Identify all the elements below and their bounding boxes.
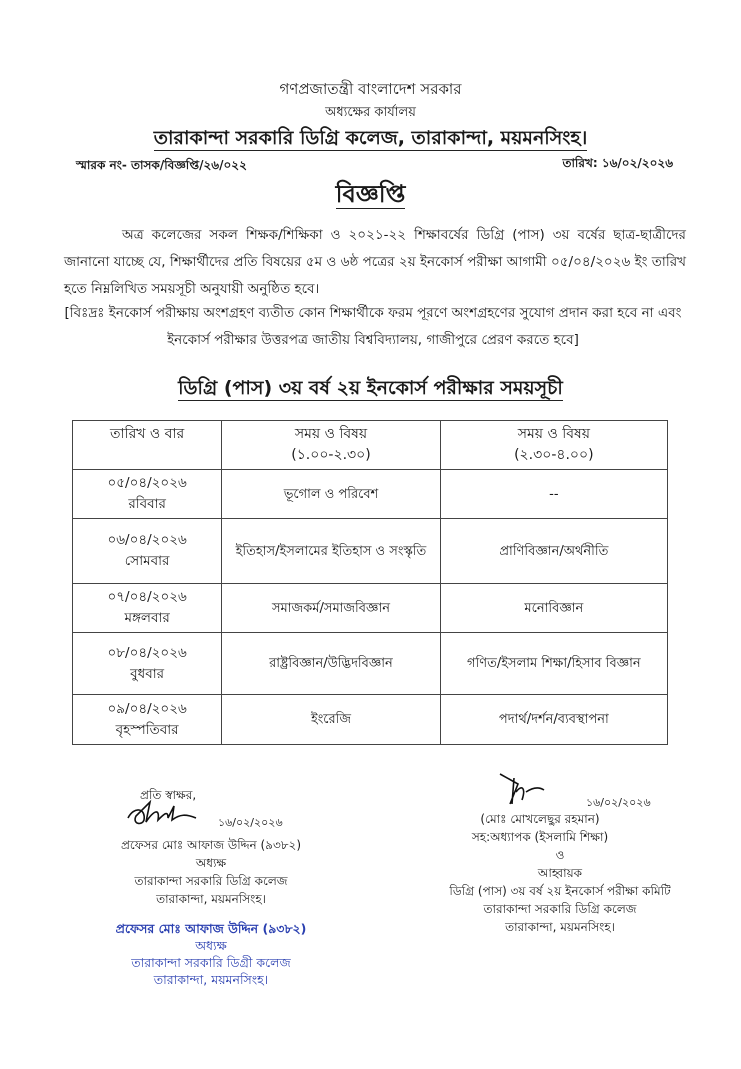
day: মঙ্গলবার xyxy=(124,610,170,626)
day: সোমবার xyxy=(124,553,170,569)
table-row xyxy=(73,470,668,519)
office-heading: অধ্যক্ষের কার্যালয় xyxy=(325,105,416,120)
seal-name: প্রফেসর মোঃ আফাজ উদ্দিন (৯৩৮২) xyxy=(115,921,307,936)
memo-number: স্মারক নং- তাসক/বিজ্ঞপ্তি/২৬/০২২ xyxy=(76,158,247,172)
date: ০৯/০৪/২০২৬ xyxy=(107,700,187,717)
principal-seal xyxy=(86,920,336,988)
date-cell xyxy=(73,519,222,584)
slot-2-cell: পদার্থ/দর্শন/ব্যবস্থাপনা xyxy=(440,695,667,745)
slot-2-cell: গণিত/ইসলাম শিক্ষা/হিসাব বিজ্ঞান xyxy=(440,633,667,695)
countersign-label: প্রতি স্বাক্ষর, xyxy=(140,788,197,802)
convener-role-block xyxy=(400,846,720,936)
seal-designation: অধ্যক্ষ xyxy=(195,938,227,953)
principal-location: তারাকান্দা, ময়মনসিংহ। xyxy=(156,892,266,906)
slot-1-cell: ইংরেজি xyxy=(222,695,440,745)
slot-1-cell: ভূগোল ও পরিবেশ xyxy=(222,470,440,519)
schedule-title-text: ডিগ্রি (পাস) ৩য় বর্ষ ২য় ইনকোর্স পরীক্ষার সময়সূচী xyxy=(178,377,563,399)
table-row xyxy=(73,695,668,745)
convener-name: (মোঃ মোখলেছুর রহমান) xyxy=(480,812,600,826)
convener-role: আহ্বায়ক xyxy=(537,866,583,880)
header-spacer xyxy=(79,445,215,466)
header-slot-1 xyxy=(222,421,440,470)
principal-sign-date: ১৬/০২/২০২৬ xyxy=(218,816,283,829)
convener-designation: সহ:অধ্যাপক (ইসলামি শিক্ষা) xyxy=(471,830,609,844)
countersign-area xyxy=(86,786,336,828)
date-cell xyxy=(73,633,222,695)
date-cell xyxy=(73,470,222,519)
date-cell xyxy=(73,695,222,745)
convener-details xyxy=(430,810,650,846)
day: বৃহস্পতিবার xyxy=(115,721,179,738)
notice-note: [বিঃদ্রঃ ইনকোর্স পরীক্ষায় অংশগ্রহণ ব্যতীত কোন শিক্ষার্থীকে ফরম পূরণে অংশগ্রহণের সুযোগ প্রদান করা হবে না এবং ইনকোর্স পরীক্ষার উত্তরপত্র জাতীয় বিশ্ববিদ্যালয়, গাজীপুরে প্রেরণ করতে হবে] xyxy=(64,305,682,348)
table-row xyxy=(73,584,668,633)
college-heading xyxy=(0,124,741,156)
convener-signature-block xyxy=(400,770,720,936)
date: ০৫/০৪/২০২৬ xyxy=(107,475,187,491)
slot-2-cell: মনোবিজ্ঞান xyxy=(440,584,667,633)
principal-designation: অধ্যক্ষ xyxy=(195,856,227,870)
slot-1-cell: রাষ্ট্রবিজ্ঞান/উদ্ভিদবিজ্ঞান xyxy=(222,633,440,695)
notice-title-text: বিজ্ঞপ্তি xyxy=(335,180,406,208)
principal-signature-block xyxy=(86,786,336,988)
government-heading: গণপ্রজাতন্ত্রী বাংলাদেশ সরকার xyxy=(279,80,462,98)
header-date-day xyxy=(73,421,222,470)
conjunction: ও xyxy=(555,848,565,862)
day: রবিবার xyxy=(128,496,166,512)
header-label: সময় ও বিষয় xyxy=(517,426,590,442)
principal-signature-icon xyxy=(124,796,204,828)
table-row xyxy=(73,633,668,695)
slot-2-cell: প্রাণিবিজ্ঞান/অর্থনীতি xyxy=(440,519,667,584)
date: ০৭/০৪/২০২৬ xyxy=(107,589,187,605)
slot-2-cell: -- xyxy=(440,470,667,519)
table-header-row xyxy=(73,421,668,470)
slot-1-cell: সমাজকর্ম/সমাজবিজ্ঞান xyxy=(222,584,440,633)
header-label: সময় ও বিষয় xyxy=(294,426,368,442)
header-slot-2 xyxy=(440,421,667,470)
schedule-title xyxy=(0,374,741,406)
convener-signature-icon xyxy=(492,770,552,808)
notice-paragraph: অত্র কলেজের সকল শিক্ষক/শিক্ষিকা ও ২০২১-২২ শিক্ষাবর্ষের ডিগ্রি (পাস) ৩য় বর্ষের ছাত্র-ছাত্রীদের জানানো যাচ্ছে যে, শিক্ষার্থীদের প্রতি বিষয়ের ৫ম ও ৬ষ্ঠ পত্রের ২য় ইনকোর্স পরীক্ষা আগামী ০৫/০৪/২০২৬ ইং তারিখ হতে নিম্নলিখিত সময়সূচী অনুযায়ী অনুষ্ঠিত হবে। xyxy=(64,227,686,297)
date-cell xyxy=(73,584,222,633)
header-label: তারিখ ও বার xyxy=(110,426,185,442)
principal-institution: তারাকান্দা সরকারি ডিগ্রি কলেজ xyxy=(134,874,288,888)
schedule-table xyxy=(72,420,668,745)
seal-location: তারাকান্দা, ময়মনসিংহ। xyxy=(153,972,269,987)
issue-date: তারিখ: ১৬/০২/২০২৬ xyxy=(562,156,673,170)
convener-sign-date: ১৬/০২/২০২৬ xyxy=(586,796,651,809)
seal-institution: তারাকান্দা সরকারি ডিগ্রী কলেজ xyxy=(131,955,291,970)
date: ০৮/০৪/২০২৬ xyxy=(107,644,187,661)
slot-1-cell: ইতিহাস/ইসলামের ইতিহাস ও সংস্কৃতি xyxy=(222,519,440,584)
convener-sign-area xyxy=(400,770,720,810)
table-row xyxy=(73,519,668,584)
principal-name: প্রফেসর মোঃ আফাজ উদ্দিন (৯৩৮২) xyxy=(120,838,302,852)
notice-title xyxy=(0,176,741,216)
notice-body xyxy=(64,222,686,303)
committee-name: ডিগ্রি (পাস) ৩য় বর্ষ ২য় ইনকোর্স পরীক্ষা কমিটি xyxy=(449,884,671,898)
convener-location: তারাকান্দা, ময়মনসিংহ। xyxy=(505,920,615,934)
convener-institution: তারাকান্দা সরকারি ডিগ্রি কলেজ xyxy=(483,902,637,916)
date: ০৬/০৪/২০২৬ xyxy=(107,532,187,548)
header-time: (২.৩০-৪.০০) xyxy=(514,447,594,463)
header-time: (১.০০-২.৩০) xyxy=(291,447,371,463)
college-name: তারাকান্দা সরকারি ডিগ্রি কলেজ, তারাকান্দা, ময়মনসিংহ। xyxy=(153,127,588,149)
day: বুধবার xyxy=(130,665,165,682)
